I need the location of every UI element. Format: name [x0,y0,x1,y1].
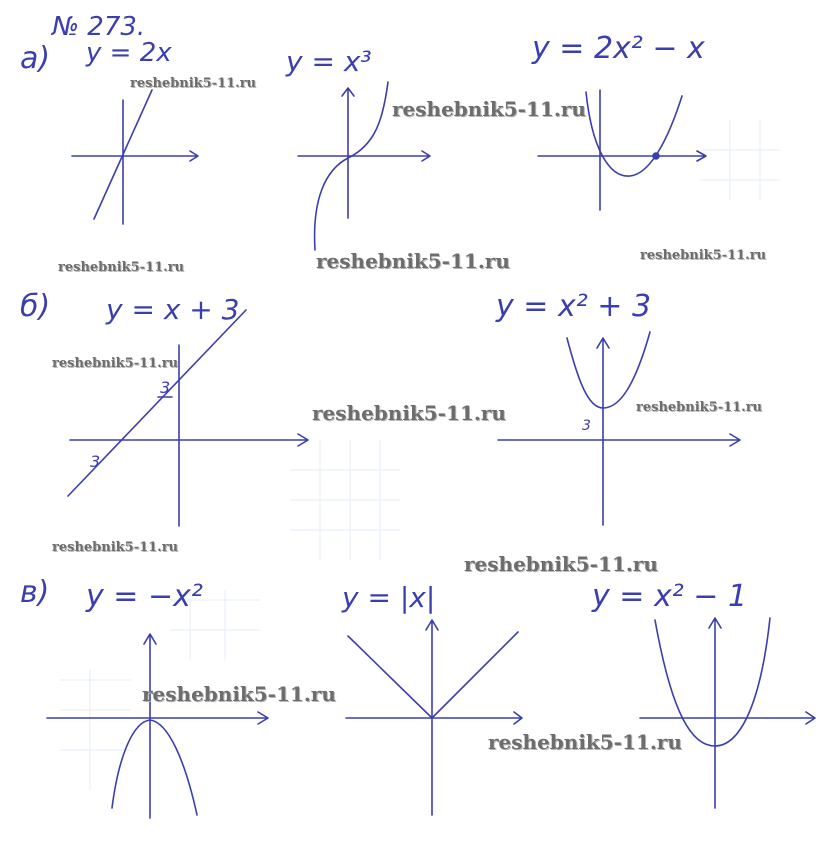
curve-parabola [112,720,197,815]
watermark: reshebnik5-11.ru [142,682,336,706]
equation-y-2x: y = 2x [86,38,172,68]
watermark: reshebnik5-11.ru [392,97,586,121]
watermark: reshebnik5-11.ru [52,356,179,371]
y-axis [597,338,609,525]
x-axis [498,434,740,446]
row-label-b: б) [20,289,51,324]
equation-y-2x2-minus-x: y = 2x² − x [532,31,705,66]
problem-number: № 273. [52,12,146,42]
watermark: reshebnik5-11.ru [52,540,179,555]
x-axis [346,712,522,724]
watermark: reshebnik5-11.ru [464,552,658,576]
watermark: reshebnik5-11.ru [640,248,767,263]
equation-y-abs-x: y = |x| [342,581,436,614]
x-axis [70,434,308,446]
watermark: reshebnik5-11.ru [488,730,682,754]
watermark: reshebnik5-11.ru [58,260,185,275]
curve-parabola [655,618,770,746]
curve-cubic [315,82,388,250]
tick-label-3-y: 3 [160,378,171,397]
equation-y-x2-plus-3: y = x² + 3 [496,289,652,324]
graph-y-minus-x2 [47,634,268,818]
watermark: reshebnik5-11.ru [636,400,763,415]
y-axis [144,634,156,818]
graph-y-x2-plus-3 [498,332,740,525]
row-label-v: в) [20,575,50,610]
watermark: reshebnik5-11.ru [130,76,257,91]
watermark: reshebnik5-11.ru [312,401,506,425]
y-axis [342,88,354,218]
graph-y-abs-x [346,620,522,815]
graph-y-x-plus-3 [68,310,308,526]
equation-y-x2-minus-1: y = x² − 1 [592,579,748,614]
equation-y-minus-x2: y = −x² [86,579,203,614]
x-axis [538,151,706,161]
x-axis [298,151,430,161]
watermark: reshebnik5-11.ru [316,249,510,273]
curve-abs [348,632,518,718]
equation-y-x-plus-3: y = x + 3 [106,293,240,326]
row-label-a: а) [20,41,51,76]
tick-label-3: 3 [582,418,591,434]
x-axis [72,151,198,161]
x-axis [640,712,815,724]
y-axis [709,618,721,808]
graph-y-2x [72,90,198,224]
graph-y-x2-minus-1 [640,618,815,808]
tick-label-3-x: 3 [90,452,101,471]
root-point [653,153,659,159]
equation-y-x-cubed: y = x³ [286,45,372,78]
curve-parabola [567,332,650,408]
